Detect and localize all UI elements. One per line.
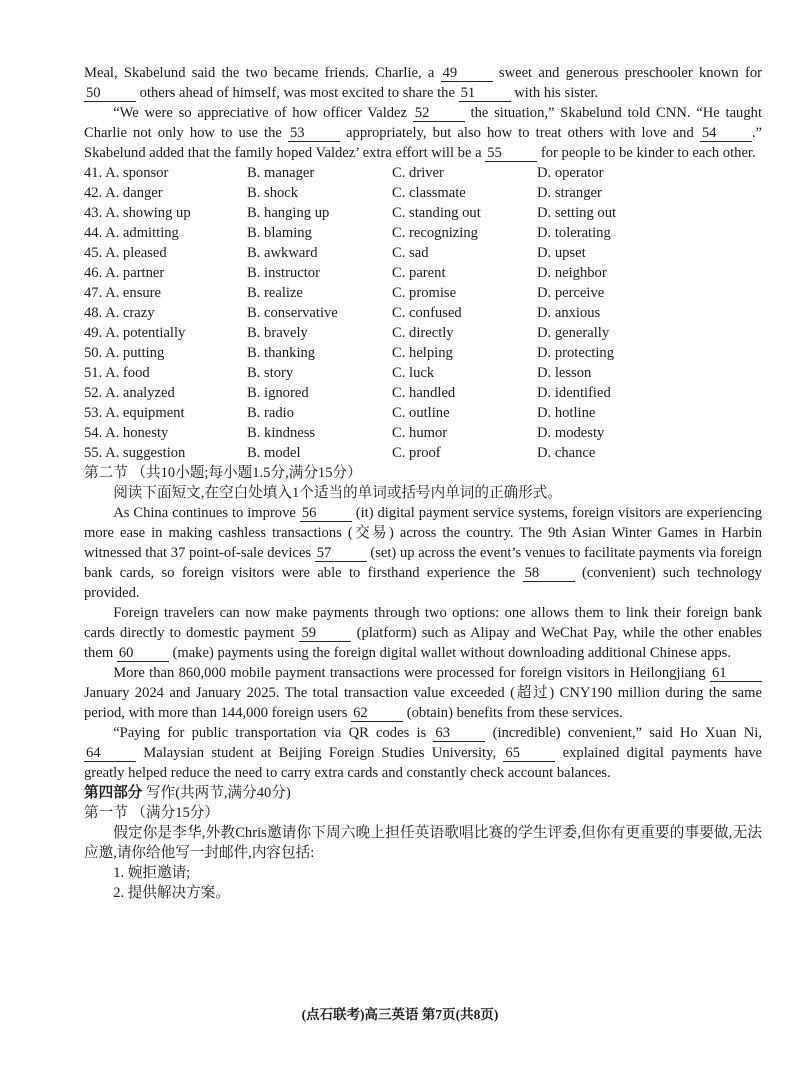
option-number-a: 42. A. danger (84, 185, 163, 201)
answer-blank: 49 (441, 65, 493, 82)
passage-text: As China continues to improve (113, 505, 300, 521)
option-number-a: 45. A. pleased (84, 245, 167, 261)
option-number-a: 46. A. partner (84, 265, 165, 281)
answer-blank: 64 (84, 745, 136, 762)
paragraph (84, 603, 762, 663)
option-number-a: 55. A. suggestion (84, 445, 186, 461)
option-choice: C. helping (392, 345, 453, 361)
grammar-passage (84, 503, 762, 783)
option-choice: B. hanging up (247, 205, 330, 221)
passage-text: .” Skabelund added that the family hoped Valdez’ extra effort will be a (84, 125, 762, 161)
option-choice: C. proof (392, 445, 441, 461)
option-number-a: 54. A. honesty (84, 425, 169, 441)
option-number-a: 49. A. potentially (84, 325, 186, 341)
answer-blank: 61 (710, 665, 762, 682)
option-number-a: 43. A. showing up (84, 205, 191, 221)
option-choice: D. modesty (537, 425, 605, 441)
exam-page (84, 63, 762, 903)
passage-text: for people to be kinder to each other. (537, 145, 756, 161)
option-number-a: 47. A. ensure (84, 285, 162, 301)
option-number-a: 51. A. food (84, 365, 150, 381)
passage-text: (it) digital payment service systems, foreign visitors are experiencing more ease in making cashless transactions (交易) across the country. The 9th Asian Winter Games in Harbin witnessed that 37 point-of-sale devices (84, 505, 762, 561)
answer-blank: 52 (413, 105, 465, 122)
paragraph (84, 723, 762, 783)
answer-blank: 51 (459, 85, 511, 102)
answer-blank: 59 (299, 625, 351, 642)
option-choice: C. handled (392, 385, 456, 401)
option-choice: D. neighbor (537, 265, 607, 281)
option-choice: D. upset (537, 245, 586, 261)
passage-text: “We were so appreciative of how officer Valdez (113, 105, 413, 121)
passage-text: the situation,” Skabelund told CNN. “He taught Charlie not only how to use the (84, 105, 762, 141)
passage-text: More than 860,000 mobile payment transactions were processed for foreign visitors in Heilongjiang (113, 665, 710, 681)
passage-text: explained digital payments have greatly helped reduce the need to carry extra cards and constantly check account balances. (84, 745, 762, 781)
page-footer: (点石联考)高三英语 第7页(共8页) (301, 1007, 499, 1022)
answer-blank: 53 (288, 125, 340, 142)
option-number-a: 48. A. crazy (84, 305, 155, 321)
passage-text: January 2024 and January 2025. The total transaction value exceeded (超过) CNY190 million during the same period, with more than 144,000 foreign users (84, 685, 762, 721)
answer-blank: 50 (84, 85, 136, 102)
paragraph (84, 103, 762, 163)
passage-text: Malaysian student at Beijing Foreign Studies University, (136, 745, 504, 761)
option-choice: D. chance (537, 445, 596, 461)
option-choice: B. shock (247, 185, 299, 201)
section-instruction: 阅读下面短文,在空白处填入1个适当的单词或括号内单词的正确形式。 (113, 485, 562, 501)
writing-section-heading: 第一节 （满分15分） (84, 805, 219, 821)
passage-text: Meal, Skabelund said the two became friends. Charlie, a (84, 65, 441, 81)
answer-options (84, 163, 762, 463)
option-choice: B. model (247, 445, 301, 461)
option-choice: C. parent (392, 265, 446, 281)
option-choice: B. bravely (247, 325, 308, 341)
option-choice: B. realize (247, 285, 303, 301)
option-choice: C. confused (392, 305, 462, 321)
passage-text: (convenient) such technology provided. (84, 565, 762, 601)
answer-blank: 60 (117, 645, 169, 662)
writing-point: 1. 婉拒邀请; (113, 865, 191, 881)
option-number-a: 41. A. sponsor (84, 165, 169, 181)
part4-heading (84, 783, 762, 803)
writing-prompt: 假定你是李华,外教Chris邀请你下周六晚上担任英语歌唱比赛的学生评委,但你有更重要的事要做,无法应邀,请你给他写一封邮件,内容包括: (84, 825, 762, 861)
passage-text: with his sister. (510, 85, 599, 101)
option-choice: D. setting out (537, 205, 617, 221)
option-choice: B. thanking (247, 345, 316, 361)
cloze-passage (84, 63, 762, 163)
paragraph (84, 503, 762, 603)
option-choice: D. generally (537, 325, 610, 341)
passage-text: others ahead of himself, was most excited to share the (136, 85, 459, 101)
passage-text: appropriately, but also how to treat others with love and (339, 125, 700, 141)
option-choice: C. classmate (392, 185, 466, 201)
answer-blank: 56 (300, 505, 352, 522)
option-choice: B. awkward (247, 245, 318, 261)
option-choice: C. driver (392, 165, 444, 181)
passage-text: (set) up across the event’s venues to facilitate payments via foreign bank cards, so foreign visitors were able to firsthand experience the (84, 545, 762, 581)
answer-blank: 54 (700, 125, 752, 142)
section-heading: 第二节 （共10小题;每小题1.5分,满分15分） (84, 465, 362, 481)
option-choice: B. kindness (247, 425, 316, 441)
option-choice: D. stranger (537, 185, 602, 201)
option-choice: C. standing out (392, 205, 481, 221)
option-number-a: 52. A. analyzed (84, 385, 175, 401)
answer-blank: 58 (523, 565, 575, 582)
option-choice: C. outline (392, 405, 450, 421)
option-choice: C. sad (392, 245, 429, 261)
part4-subtitle: 写作(共两节,满分40分) (142, 785, 291, 801)
option-choice: D. hotline (537, 405, 596, 421)
passage-text: (incredible) convenient,” said Ho Xuan Ni, (485, 725, 762, 741)
answer-blank: 57 (315, 545, 367, 562)
answer-blank: 65 (503, 745, 555, 762)
option-number-a: 44. A. admitting (84, 225, 179, 241)
option-choice: B. blaming (247, 225, 312, 241)
option-choice: D. operator (537, 165, 604, 181)
option-choice: C. humor (392, 425, 448, 441)
answer-blank: 55 (485, 145, 537, 162)
option-choice: D. protecting (537, 345, 615, 361)
passage-text: sweet and generous preschooler known for (492, 65, 762, 81)
option-choice: B. story (247, 365, 294, 381)
passage-text: (obtain) benefits from these services. (403, 705, 623, 721)
option-choice: D. anxious (537, 305, 601, 321)
option-choice: C. promise (392, 285, 457, 301)
option-number-a: 53. A. equipment (84, 405, 185, 421)
passage-text: Foreign travelers can now make payments through two options: one allows them to link their foreign bank cards directly to domestic payment (84, 605, 762, 641)
option-choice: C. recognizing (392, 225, 478, 241)
answer-blank: 63 (433, 725, 485, 742)
option-number-a: 50. A. putting (84, 345, 165, 361)
passage-text: (platform) such as Alipay and WeChat Pay, while the other enables them (84, 625, 762, 661)
option-choice: D. identified (537, 385, 611, 401)
option-choice: B. manager (247, 165, 315, 181)
option-choice: D. tolerating (537, 225, 611, 241)
option-choice: B. instructor (247, 265, 320, 281)
paragraph (84, 63, 762, 103)
paragraph (84, 663, 762, 723)
option-choice: B. ignored (247, 385, 309, 401)
passage-text: “Paying for public transportation via QR codes is (113, 725, 434, 741)
option-choice: B. radio (247, 405, 295, 421)
option-choice: C. luck (392, 365, 435, 381)
answer-blank: 62 (351, 705, 403, 722)
option-choice: D. lesson (537, 365, 592, 381)
option-choice: D. perceive (537, 285, 605, 301)
passage-text: (make) payments using the foreign digital wallet without downloading additional Chinese apps. (168, 645, 731, 661)
option-choice: C. directly (392, 325, 454, 341)
option-choice: B. conservative (247, 305, 338, 321)
part4-title: 第四部分 (84, 785, 143, 801)
writing-point: 2. 提供解决方案。 (113, 885, 230, 901)
